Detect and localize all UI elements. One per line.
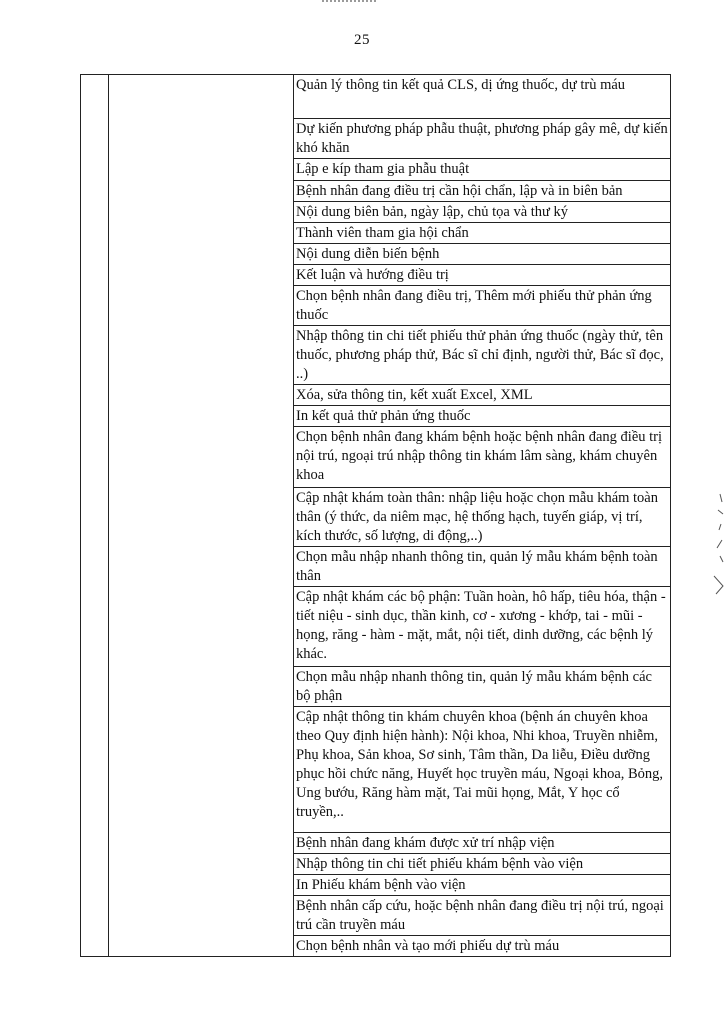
row-text: Nhập thông tin chi tiết phiếu khám bệnh vào viện [296, 856, 584, 872]
table-cell-description [294, 265, 671, 286]
table-cell-description [294, 385, 671, 406]
table-cell-description [294, 286, 671, 326]
requirements-table [80, 74, 671, 957]
table-cell-description [294, 75, 671, 119]
table-cell-description [294, 896, 671, 936]
table-cell-description [294, 488, 671, 547]
row-text: Chọn bệnh nhân và tạo mới phiếu dự trù máu [296, 938, 560, 954]
row-text: Nội dung biên bản, ngày lập, chủ tọa và thư ký [296, 204, 569, 220]
table-cell-description [294, 202, 671, 223]
row-text: Bệnh nhân đang khám được xử trí nhập viện [296, 835, 555, 851]
row-text: Nội dung diễn biến bệnh [296, 246, 440, 262]
row-text: In kết quả thử phản ứng thuốc [296, 408, 471, 424]
table-row [81, 75, 671, 119]
scan-artifact-mark [322, 0, 376, 6]
table-cell-description [294, 119, 671, 159]
row-text: Kết luận và hướng điều trị [296, 267, 449, 283]
table-cell-description [294, 244, 671, 265]
row-text: Cập nhật thông tin khám chuyên khoa (bệnh án chuyên khoa theo Quy định hiện hành): Nội khoa, Nhi khoa, Truyền nhiễm, Phụ khoa, Sản khoa, Sơ sinh, Tâm thần, Da liễu, Điều dưỡng phục hồi chức năng, Huyết học truyền máu, Ngoại khoa, Bỏng, Ung bướu, Răng hàm mặt, Tai mũi họng, Mắt, Y học cổ truyền,.. [296, 709, 664, 820]
row-text: Chọn bệnh nhân đang điều trị, Thêm mới phiếu thử phản ứng thuốc [296, 288, 652, 323]
row-text: Bệnh nhân cấp cứu, hoặc bệnh nhân đang điều trị nội trú, ngoại trú cần truyền máu [296, 898, 664, 933]
row-text: Dự kiến phương pháp phẫu thuật, phương pháp gây mê, dự kiến khó khăn [296, 121, 668, 156]
scan-margin-mark [710, 490, 724, 600]
table-cell-description [294, 936, 671, 957]
table-cell-function [109, 75, 294, 957]
table-cell-description [294, 159, 671, 181]
row-text: In Phiếu khám bệnh vào viện [296, 877, 466, 893]
row-text: Nhập thông tin chi tiết phiếu thử phản ứng thuốc (ngày thử, tên thuốc, phương pháp thử, Bác sĩ chỉ định, người thử, Bác sĩ đọc, ..) [296, 328, 664, 382]
row-text: Xóa, sửa thông tin, kết xuất Excel, XML [296, 387, 533, 403]
row-text: Bệnh nhân đang điều trị cần hội chẩn, lập và in biên bản [296, 183, 623, 199]
table-cell-description [294, 707, 671, 833]
table-cell-index [81, 75, 109, 957]
row-text: Chọn mẫu nhập nhanh thông tin, quản lý mẫu khám bệnh các bộ phận [296, 669, 652, 704]
table-cell-description [294, 427, 671, 488]
row-text: Cập nhật khám các bộ phận: Tuần hoàn, hô hấp, tiêu hóa, thận - tiết niệu - sinh dục, thần kinh, cơ - xương - khớp, tai - mũi - họng, răng - hàm - mặt, mắt, nội tiết, dinh dưỡng, các bệnh lý khác. [296, 589, 666, 662]
table-cell-description [294, 875, 671, 896]
table-cell-description [294, 547, 671, 587]
row-text: Cập nhật khám toàn thân: nhập liệu hoặc chọn mẫu khám toàn thân (ý thức, da niêm mạc, hệ thống hạch, tuyến giáp, vị trí, kích thước, số lượng, di động,..) [296, 490, 658, 544]
table-cell-description [294, 854, 671, 875]
table-cell-description [294, 326, 671, 385]
table-cell-description [294, 587, 671, 667]
row-text: Chọn mẫu nhập nhanh thông tin, quản lý mẫu khám bệnh toàn thân [296, 549, 658, 584]
row-text: Lập e kíp tham gia phẫu thuật [296, 161, 470, 177]
page-number: 25 [354, 32, 370, 48]
table-cell-description [294, 406, 671, 427]
table-cell-description [294, 833, 671, 854]
table-cell-description [294, 181, 671, 202]
table-cell-description [294, 223, 671, 244]
row-text: Thành viên tham gia hội chẩn [296, 225, 469, 241]
row-text: Quản lý thông tin kết quả CLS, dị ứng thuốc, dự trù máu [296, 77, 626, 93]
row-text: Chọn bệnh nhân đang khám bệnh hoặc bệnh nhân đang điều trị nội trú, ngoại trú nhập thông tin khám lâm sàng, khám chuyên khoa [296, 429, 663, 483]
table-cell-description [294, 667, 671, 707]
